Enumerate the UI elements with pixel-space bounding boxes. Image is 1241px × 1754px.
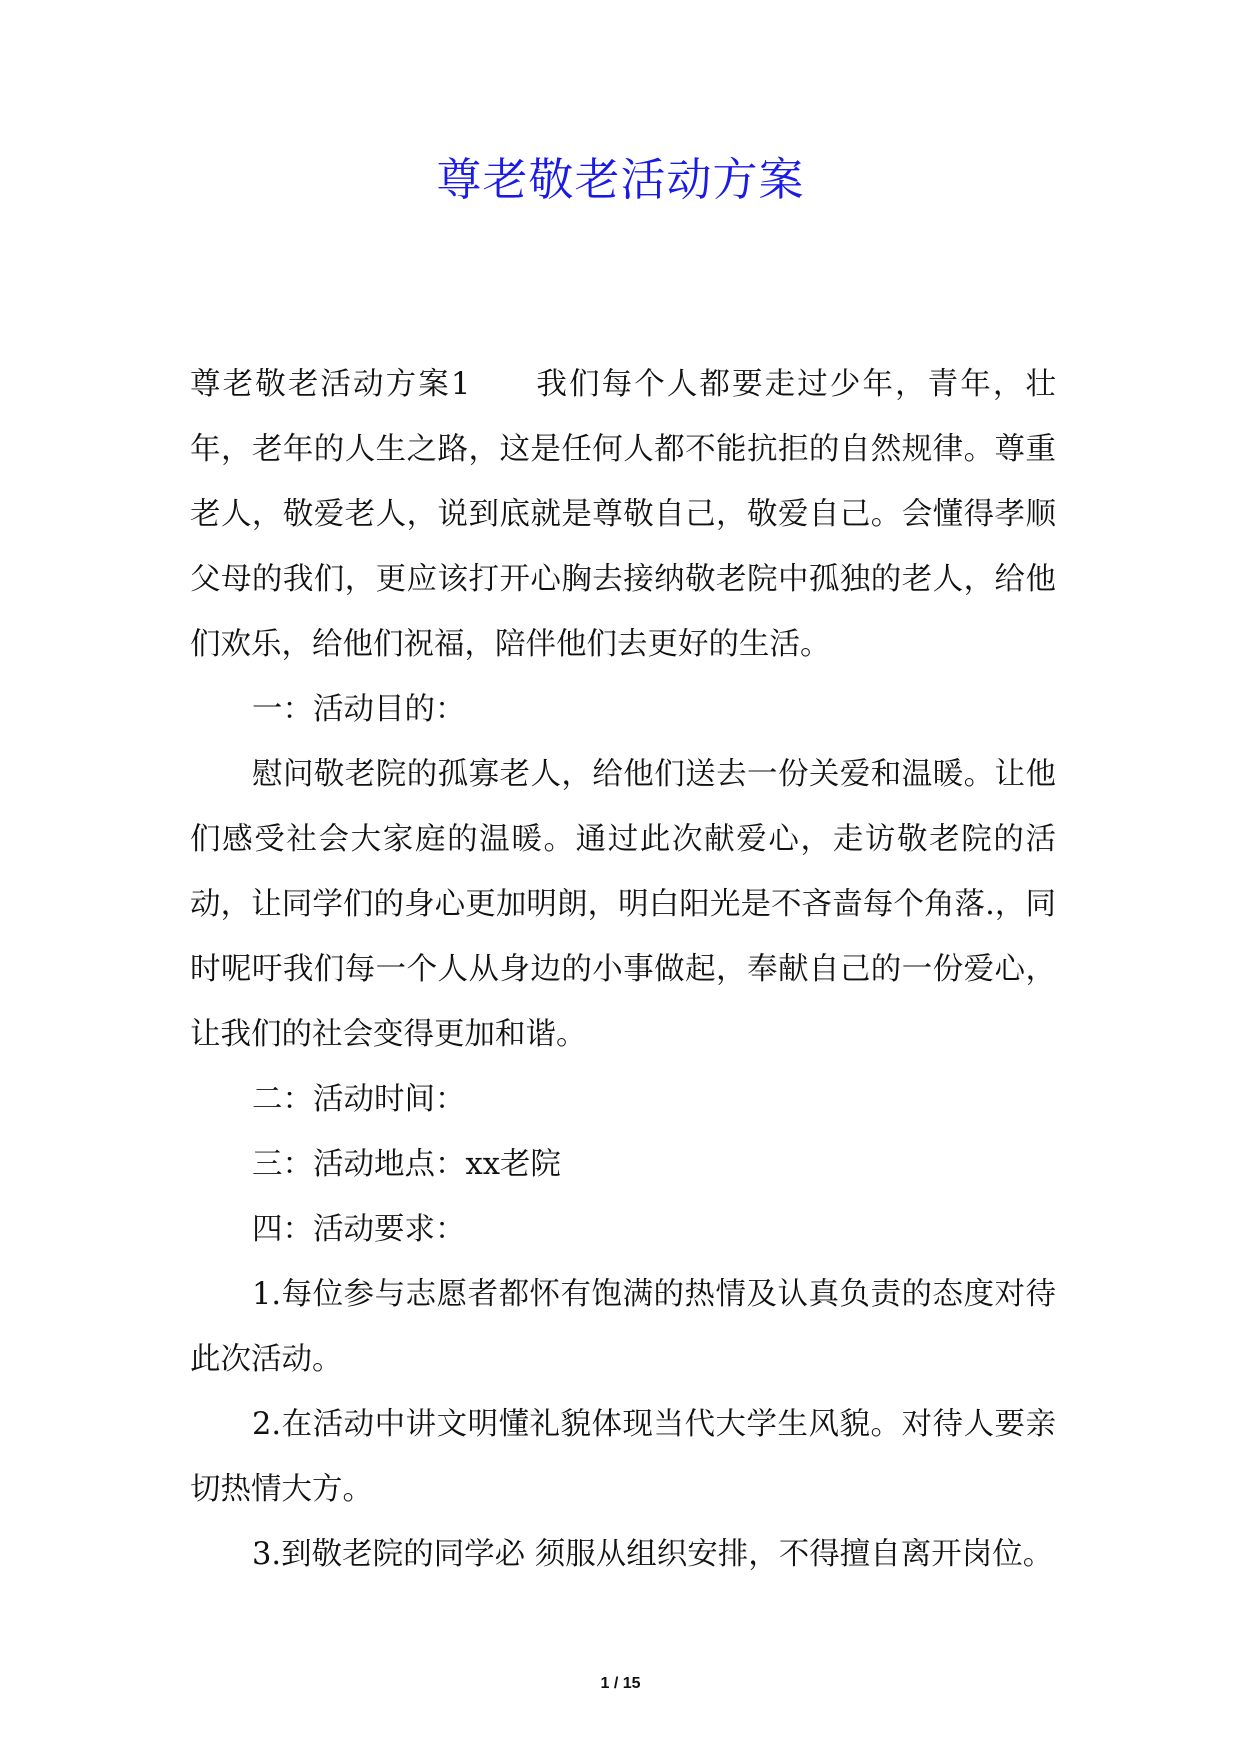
section-heading-time: 二：活动时间： [252, 1082, 466, 1117]
document-body [190, 352, 1056, 1587]
requirement-item: 2.在活动中讲文明懂礼貌体现当代大学生风貌。对待人要亲切热情大方。 [190, 1407, 1056, 1507]
intro-paragraph [190, 352, 1056, 677]
requirement-item: 1.每位参与志愿者都怀有饱满的热情及认真负责的态度对待此次活动。 [190, 1277, 1056, 1377]
intro-heading: 尊老敬老活动方案1 [190, 367, 471, 402]
requirement-item: 3.到敬老院的同学必 须服从组织安排，不得擅自离开岗位。 [252, 1537, 1054, 1572]
page-number: 1 / 15 [600, 1675, 641, 1692]
section-heading-purpose: 一：活动目的： [252, 692, 466, 727]
section-heading-requirements: 四：活动要求： [252, 1212, 466, 1247]
section-heading-location: 三：活动地点：xx老院 [252, 1147, 561, 1182]
intro-text: 我们每个人都要走过少年，青年，壮年，老年的人生之路，这是任何人都不能抗拒的自然规律。尊重老人，敬爱老人，说到底就是尊敬自己，敬爱自己。会懂得孝顺父母的我们，更应该打开心胸去接纳敬老院中孤独的老人，给他们欢乐，给他们祝福，陪伴他们去更好的生活。 [190, 367, 1057, 662]
document-title: 尊老敬老活动方案 [436, 153, 805, 206]
section-text-purpose: 慰问敬老院的孤寡老人，给他们送去一份关爱和温暖。让他们感受社会大家庭的温暖。通过此次献爱心，走访敬老院的活动，让同学们的身心更加明朗，明白阳光是不吝啬每个角落.，同时呢吁我们每一个人从身边的小事做起，奉献自己的一份爱心，让我们的社会变得更加和谐。 [190, 757, 1056, 1052]
